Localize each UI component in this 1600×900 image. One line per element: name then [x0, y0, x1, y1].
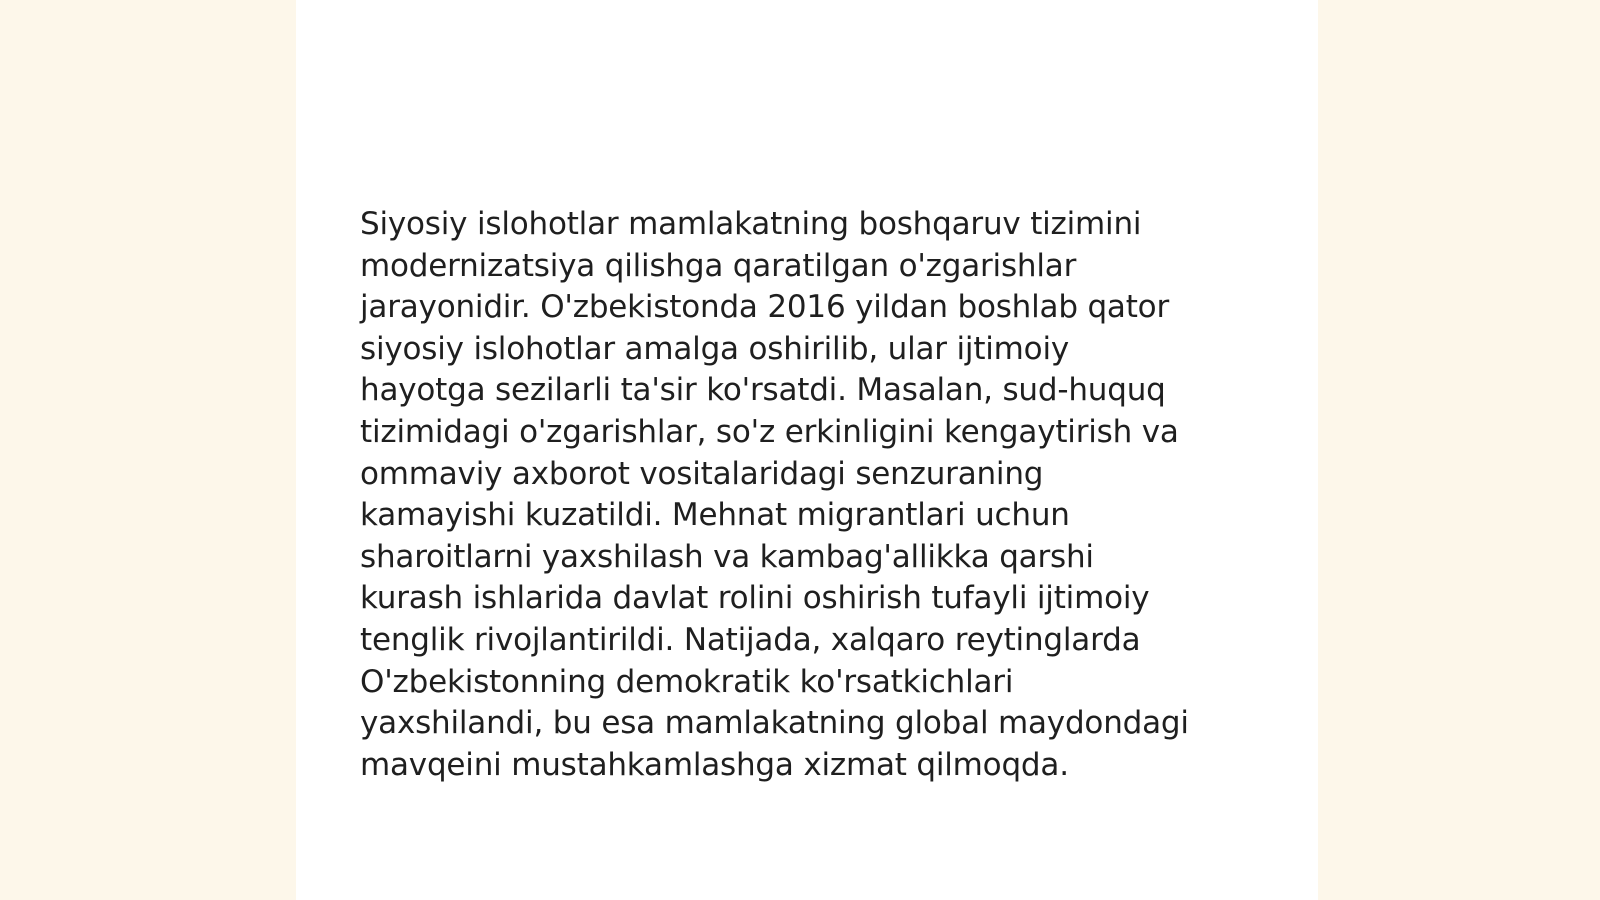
paragraph-line: kamayishi kuzatildi. Mehnat migrantlari uchun — [360, 497, 1070, 534]
paragraph-line: tenglik rivojlantirildi. Natijada, xalqaro reytinglarda — [360, 621, 1141, 658]
paragraph-line: Siyosiy islohotlar mamlakatning boshqaruv tizimini — [360, 206, 1142, 242]
paragraph-line: kurash ishlarida davlat rolini oshirish tufayli ijtimoiy — [360, 580, 1150, 617]
paragraph-line: siyosiy islohotlar amalga oshirilib, ular ijtimoiy — [360, 330, 1070, 367]
paragraph-line: ommaviy axborot vositalaridagi senzuraning — [360, 455, 1044, 492]
paragraph-line: jarayonidir. O'zbekistonda 2016 yildan boshlab qator — [360, 289, 1169, 326]
paragraph-line: sharoitlarni yaxshilash va kambag'allikka qarshi — [360, 538, 1094, 575]
paragraph-line: modernizatsiya qilishga qaratilgan o'zgarishlar — [360, 247, 1077, 284]
paragraph-line: tizimidagi o'zgarishlar, so'z erkinligini kengaytirish va — [360, 413, 1179, 450]
paragraph-line: yaxshilandi, bu esa mamlakatning global maydondagi — [360, 705, 1189, 742]
paragraph-line: hayotga sezilarli ta'sir ko'rsatdi. Masalan, sud-huquq — [360, 372, 1166, 409]
document-page — [296, 0, 1318, 900]
paragraph-line: mavqeini mustahkamlashga xizmat qilmoqda. — [360, 746, 1069, 783]
body-paragraph — [360, 204, 1260, 786]
paragraph-line: O'zbekistonning demokratik ko'rsatkichlari — [360, 663, 1014, 700]
